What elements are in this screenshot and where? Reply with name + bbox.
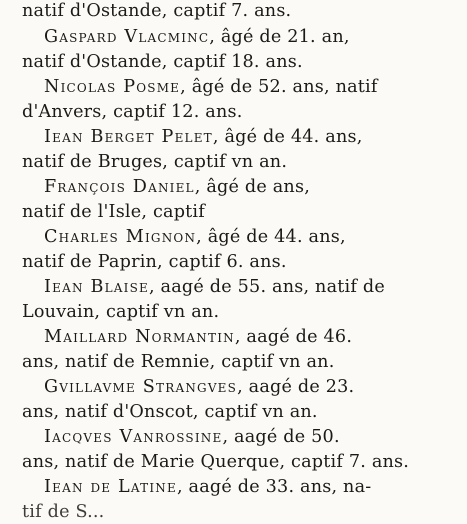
text-line-21 (0, 500, 445, 524)
line-text-9: natif de l'Isle, captif (22, 202, 205, 222)
line-text-1: natif d'Ostande, captif 7. ans. (22, 1, 292, 21)
person-name-5: Charles Mignon (44, 227, 197, 247)
text-line-13 (0, 300, 445, 324)
text-line-17 (0, 400, 445, 424)
text-line-14 (0, 325, 467, 349)
text-line-5 (0, 100, 445, 124)
person-name-1: Gaspard Vlacminc (44, 27, 210, 47)
line-text-4: , âgé de 52. ans, natif (180, 77, 378, 97)
line-text-15: ans, natif de Remnie, captif vn an. (22, 352, 335, 372)
line-text-17: ans, natif d'Onscot, captif vn an. (22, 402, 318, 422)
line-text-5: d'Anvers, captif 12. ans. (22, 102, 243, 122)
text-line-12 (0, 275, 467, 299)
text-line-8 (0, 175, 467, 199)
text-line-16 (0, 375, 467, 399)
line-text-8: , âgé de ans, (194, 177, 310, 197)
line-text-7: natif de Bruges, captif vn an. (22, 152, 288, 172)
text-line-15 (0, 350, 445, 374)
line-text-16: , aagé de 23. (237, 377, 355, 397)
text-line-10 (0, 225, 467, 249)
person-name-2: Nicolas Posme (44, 77, 181, 97)
person-name-10: Iean de Latine (44, 477, 177, 497)
line-text-6: , âgé de 44. ans, (212, 127, 363, 147)
line-text-14: , aagé de 46. (234, 327, 353, 347)
line-text-20: , aagé de 33. ans, na- (176, 477, 372, 497)
person-name-6: Iean Blaise (44, 277, 149, 297)
person-name-9: Iacqves Vanrossine (44, 427, 223, 447)
person-name-8: Gvillavme Strangves (44, 377, 238, 397)
text-line-1 (0, 0, 445, 23)
text-line-7 (0, 150, 445, 174)
person-name-3: Iean Berget Pelet (44, 127, 213, 147)
line-text-2: , âgé de 21. an, (209, 27, 350, 47)
line-text-19: ans, natif de Marie Querque, captif 7. ans. (22, 452, 410, 472)
person-name-7: Maillard Normantin (44, 327, 235, 347)
text-line-19 (0, 450, 445, 474)
text-line-6 (0, 125, 467, 149)
line-text-11: natif de Paprin, captif 6. ans. (22, 252, 287, 272)
text-line-20 (0, 475, 467, 499)
text-line-3 (0, 50, 445, 74)
line-text-13: Louvain, captif vn an. (22, 302, 220, 322)
line-text-12: , aagé de 55. ans, natif de (148, 277, 385, 297)
text-line-11 (0, 250, 445, 274)
text-line-4 (0, 75, 467, 99)
line-text-3: natif d'Ostande, captif 18. ans. (22, 52, 303, 72)
line-text-10: , âgé de 44. ans, (196, 227, 346, 247)
person-name-4: François Daniel (44, 177, 195, 197)
text-line-9 (0, 200, 445, 224)
line-text-18: , aagé de 50. (222, 427, 340, 447)
text-line-18 (0, 425, 467, 449)
line-text-21: tif de S... (22, 502, 105, 522)
text-line-2 (0, 25, 467, 49)
